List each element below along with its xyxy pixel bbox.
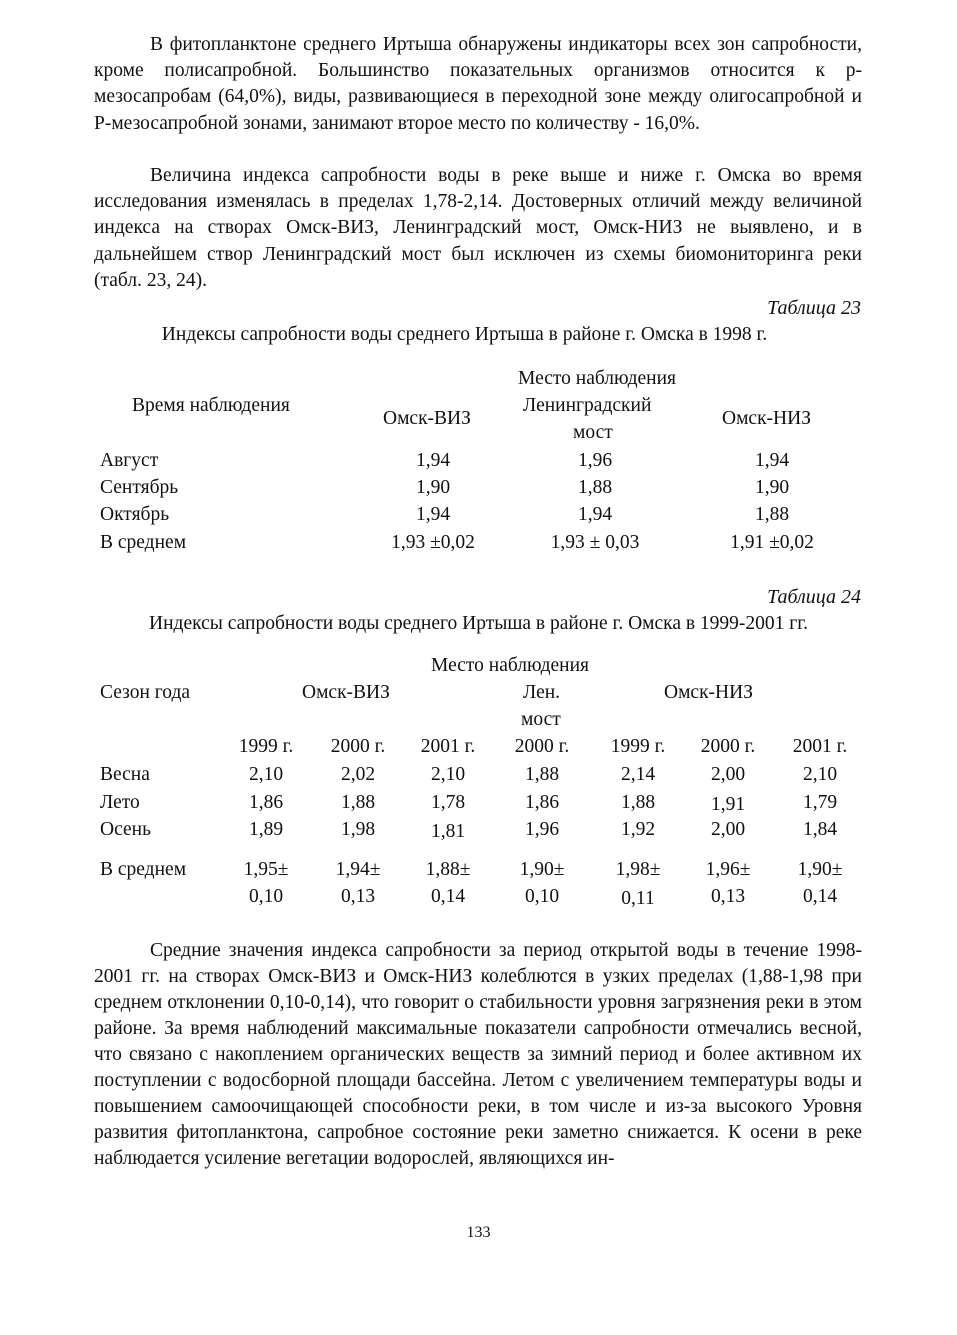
- table-24-mean-top: 1,90±: [797, 859, 843, 880]
- table-24-caption: Таблица 24: [767, 586, 861, 608]
- table-24-site-len: Лен.: [523, 682, 561, 703]
- table-23-row-label: Октябрь: [100, 504, 170, 525]
- table-24-year: 2000 г.: [514, 736, 570, 757]
- table-24-cell: 1,84: [802, 819, 838, 840]
- table-23-cell: 1,88: [577, 477, 613, 498]
- table-23-cell: 1,94: [415, 504, 451, 525]
- table-24-year: 2001 г.: [420, 736, 476, 757]
- table-24-cell: 2,14: [620, 764, 656, 785]
- table-24-cell: 2,00: [710, 819, 746, 840]
- table-24-year: 1999 г.: [610, 736, 666, 757]
- table-24-mean-bottom: 0,10: [524, 886, 560, 907]
- table-24-year: 2000 г.: [330, 736, 386, 757]
- table-24-site-len-most: мост: [521, 709, 561, 730]
- table-24-cell: 2,00: [710, 764, 746, 785]
- table-23-cell: 1,96: [577, 450, 613, 471]
- table-24-mean-bottom: 0,13: [340, 886, 376, 907]
- table-23-cell: 1,94: [415, 450, 451, 471]
- table-24-cell: 1,88: [340, 792, 376, 813]
- table-23-group-header: Место наблюдения: [518, 368, 677, 389]
- table-24-row-header: Сезон года: [100, 682, 191, 703]
- paragraph-2: Величина индекса сапробности воды в реке выше и ниже г. Омска во время исследования изменялась в пределах 1,78-2,14. Достоверных отличий между величиной индекса на створах Омск-ВИЗ, Ленинградский мост, Омск-НИЗ не выявлено, и в дальнейшем створ Ленинградский мост был исключен из схемы биомониторинга реки (табл. 23, 24).: [94, 165, 862, 291]
- table-24-cell: 1,86: [524, 792, 560, 813]
- table-24-cell: 1,88: [524, 764, 560, 785]
- table-24-mean-bottom: 0,13: [710, 886, 746, 907]
- table-24-mean-bottom: 0,14: [430, 886, 466, 907]
- table-24-mean-bottom: 0,10: [248, 886, 284, 907]
- table-23-row-label: Август: [100, 450, 159, 471]
- table-24-mean-bottom: 0,11: [621, 888, 655, 909]
- table-24-mean-top: 1,96±: [705, 859, 751, 880]
- table-24-year: 2001 г.: [792, 736, 848, 757]
- table-23-row-label: В среднем: [100, 532, 187, 553]
- table-23-title: Индексы сапробности воды среднего Иртыша в районе г. Омска в 1998 г.: [161, 324, 768, 345]
- paragraph-3: Средние значения индекса сапробности за период открытой воды в течение 1998-2001 гг. на створах Омск-ВИЗ и Омск-НИЗ колеблются в узких пределах (1,88-1,98 при среднем отклонении 0,10-0,14), что говорит о стабильности уровня загрязнения реки в этом районе. За время наблюдений максимальные показатели сапробности отмечались весной, что связано с накоплением органических веществ за зимний период и более активном их поступлении с водосборной площади бассейна. Летом с увеличением температуры воды и повышением самоочищающей способности реки, в том числе и из-за высокого Уровня развития фитопланктона, сапробное состояние реки заметно снижается. К осени в реке наблюдается усиление вегетации водорослей, являющихся ин-: [94, 940, 862, 1169]
- table-24-cell: 1,89: [248, 819, 284, 840]
- table-24-mean-top: 1,98±: [615, 859, 661, 880]
- table-24-cell: 1,81: [430, 821, 466, 842]
- table-23-cell: 1,94: [754, 450, 790, 471]
- table-24-cell: 1,98: [340, 819, 376, 840]
- table-23-row-label: Сентябрь: [100, 477, 179, 498]
- table-23-caption: Таблица 23: [767, 297, 861, 319]
- table-24-mean-top: 1,95±: [243, 859, 289, 880]
- table-24-mean-label: В среднем: [100, 859, 187, 880]
- table-23-col-omsk-viz: Омск-ВИЗ: [383, 408, 471, 429]
- table-24-cell: 1,96: [524, 819, 560, 840]
- table-24-row-label: Весна: [100, 764, 150, 785]
- table-24-row-label: Осень: [100, 819, 151, 840]
- table-23-cell: 1,88: [754, 504, 790, 525]
- table-24-mean-top: 1,88±: [425, 859, 471, 880]
- table-23-cell: 1,93 ± 0,03: [550, 532, 640, 553]
- table-24-cell: 1,91: [710, 794, 746, 815]
- table-24-site-omsk-niz: Омск-НИЗ: [664, 682, 753, 703]
- table-24-row-label: Лето: [100, 792, 140, 813]
- table-24-site-omsk-viz: Омск-ВИЗ: [302, 682, 390, 703]
- table-24-year: 1999 г.: [238, 736, 294, 757]
- table-24-group-header: Место наблюдения: [431, 655, 590, 676]
- table-24-mean-bottom: 0,14: [802, 886, 838, 907]
- table-24-cell: 1,79: [802, 792, 838, 813]
- table-24-year: 2000 г.: [700, 736, 756, 757]
- table-24-cell: 1,86: [248, 792, 284, 813]
- table-23-col-omsk-niz: Омск-НИЗ: [722, 408, 811, 429]
- table-23-col-leningrad-2: мост: [573, 422, 613, 443]
- table-24-cell: 1,78: [430, 792, 466, 813]
- table-24-mean-top: 1,94±: [335, 859, 381, 880]
- table-23-cell: 1,90: [754, 477, 790, 498]
- table-24-cell: 2,10: [248, 764, 284, 785]
- table-23-cell: 1,90: [415, 477, 451, 498]
- table-24-cell: 2,10: [430, 764, 466, 785]
- table-24-cell: 2,02: [340, 764, 376, 785]
- table-24-cell: 1,92: [620, 819, 656, 840]
- table-23-cell: 1,93 ±0,02: [391, 532, 475, 553]
- paragraph-1: В фитопланктоне среднего Иртыша обнаружены индикаторы всех зон сапробности, кроме полисапробной. Большинство показательных организмов относится к р-мезосапробам (64,0%), виды, развивающиеся в переходной зоне между олигосапробной и Р-мезосапробной зонами, занимают второе место по количеству - 16,0%.: [94, 34, 862, 134]
- table-24-cell: 1,88: [620, 792, 656, 813]
- table-23-row-header: Время наблюдения: [132, 395, 290, 416]
- page-number: 133: [466, 1224, 491, 1241]
- table-24-mean-top: 1,90±: [519, 859, 565, 880]
- table-23-cell: 1,94: [577, 504, 613, 525]
- table-23-cell: 1,91 ±0,02: [730, 532, 814, 553]
- table-24-cell: 2,10: [802, 764, 838, 785]
- table-24-title: Индексы сапробности воды среднего Иртыша в районе г. Омска в 1999-2001 гг.: [149, 613, 808, 634]
- table-23-col-leningrad: Ленинградский: [523, 395, 652, 416]
